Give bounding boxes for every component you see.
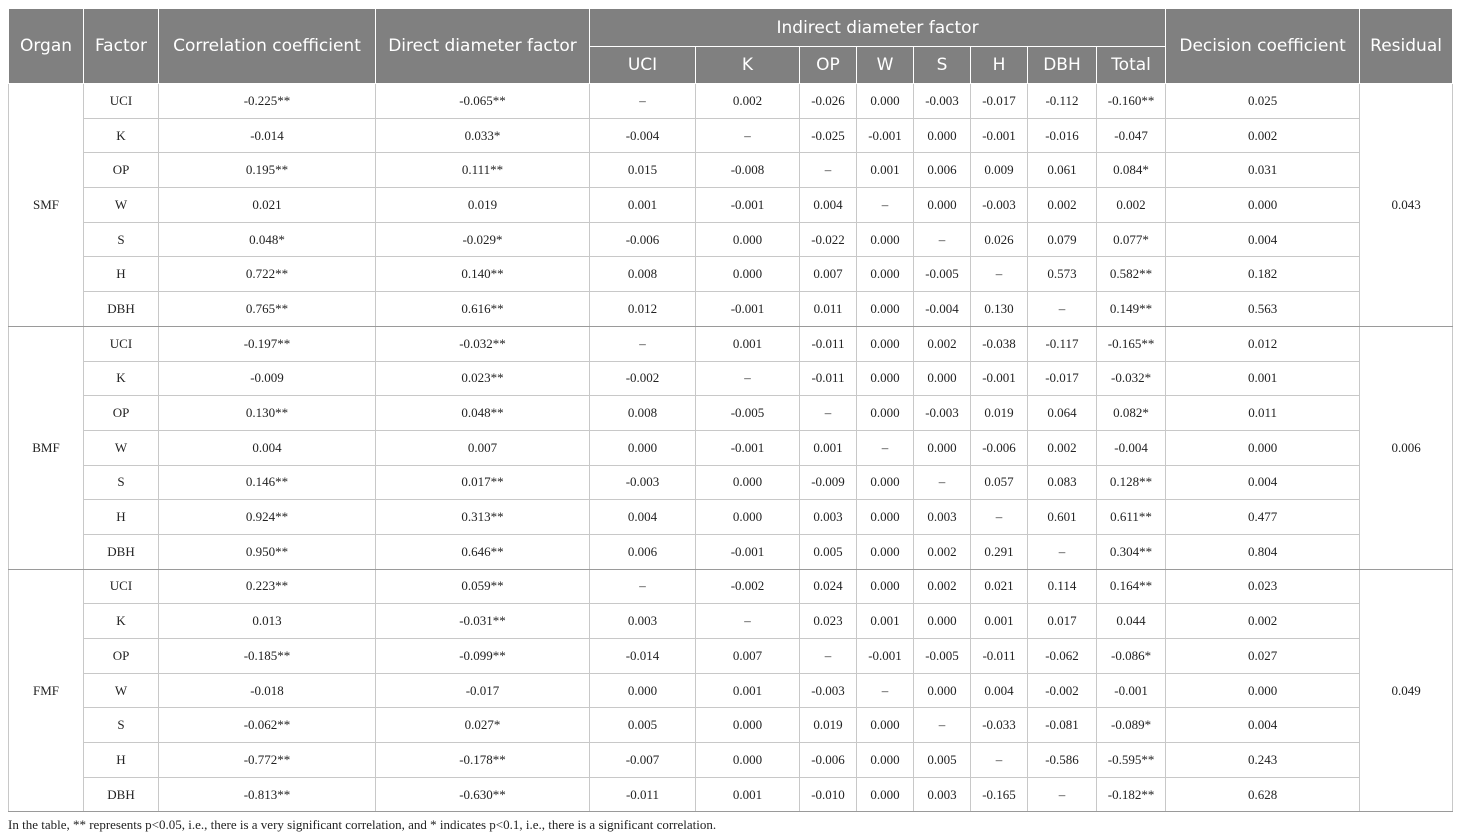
direct-cell: -0.099** [376, 639, 590, 674]
indirect-cell: 0.000 [914, 361, 971, 396]
indirect-cell: -0.033 [971, 708, 1028, 743]
factor-cell: OP [84, 396, 159, 431]
indirect-cell: – [857, 188, 914, 223]
indirect-cell: -0.165** [1097, 326, 1166, 361]
indirect-cell: – [971, 500, 1028, 535]
table-row [9, 534, 1453, 569]
correlation-cell: 0.722** [159, 257, 376, 292]
decision-cell: 0.000 [1166, 188, 1360, 223]
direct-cell: 0.111** [376, 153, 590, 188]
indirect-cell: -0.011 [971, 639, 1028, 674]
decision-cell: 0.804 [1166, 534, 1360, 569]
decision-cell: 0.025 [1166, 84, 1360, 119]
indirect-cell: 0.001 [971, 604, 1028, 639]
indirect-cell: 0.000 [857, 361, 914, 396]
indirect-cell: 0.000 [857, 500, 914, 535]
indirect-cell: 0.006 [590, 534, 696, 569]
indirect-cell: -0.001 [971, 361, 1028, 396]
indirect-cell: -0.011 [800, 326, 857, 361]
indirect-cell: 0.084* [1097, 153, 1166, 188]
header-indirect-w: W [857, 47, 914, 84]
factor-cell: OP [84, 153, 159, 188]
factor-cell: UCI [84, 326, 159, 361]
indirect-cell: 0.000 [857, 708, 914, 743]
indirect-cell: -0.017 [1028, 361, 1097, 396]
indirect-cell: – [1028, 292, 1097, 327]
indirect-cell: 0.601 [1028, 500, 1097, 535]
decision-cell: 0.027 [1166, 639, 1360, 674]
correlation-cell: 0.765** [159, 292, 376, 327]
factor-cell: K [84, 118, 159, 153]
direct-cell: 0.140** [376, 257, 590, 292]
organ-cell: FMF [9, 569, 84, 812]
table-row [9, 604, 1453, 639]
indirect-cell: 0.304** [1097, 534, 1166, 569]
direct-cell: 0.007 [376, 430, 590, 465]
decision-cell: 0.563 [1166, 292, 1360, 327]
header-indirect-op: OP [800, 47, 857, 84]
indirect-cell: 0.002 [1028, 188, 1097, 223]
table-row [9, 118, 1453, 153]
indirect-cell: -0.014 [590, 639, 696, 674]
indirect-cell: 0.002 [696, 84, 800, 119]
indirect-cell: 0.001 [696, 326, 800, 361]
indirect-cell: -0.001 [971, 118, 1028, 153]
indirect-cell: -0.004 [590, 118, 696, 153]
table-row [9, 84, 1453, 119]
indirect-cell: 0.000 [857, 569, 914, 604]
indirect-cell: 0.061 [1028, 153, 1097, 188]
table-row [9, 569, 1453, 604]
indirect-cell: 0.291 [971, 534, 1028, 569]
indirect-cell: -0.009 [800, 465, 857, 500]
factor-cell: OP [84, 639, 159, 674]
indirect-cell: 0.002 [914, 569, 971, 604]
decision-cell: 0.477 [1166, 500, 1360, 535]
indirect-cell: -0.002 [696, 569, 800, 604]
decision-cell: 0.002 [1166, 118, 1360, 153]
indirect-cell: 0.000 [914, 673, 971, 708]
indirect-cell: – [590, 569, 696, 604]
correlation-cell: -0.009 [159, 361, 376, 396]
indirect-cell: 0.114 [1028, 569, 1097, 604]
indirect-cell: 0.004 [590, 500, 696, 535]
indirect-cell: -0.011 [800, 361, 857, 396]
table-row [9, 292, 1453, 327]
indirect-cell: 0.128** [1097, 465, 1166, 500]
correlation-cell: 0.004 [159, 430, 376, 465]
indirect-cell: 0.003 [800, 500, 857, 535]
indirect-cell: 0.009 [971, 153, 1028, 188]
indirect-cell: 0.083 [1028, 465, 1097, 500]
indirect-cell: 0.003 [914, 500, 971, 535]
direct-cell: -0.178** [376, 743, 590, 778]
indirect-cell: 0.003 [590, 604, 696, 639]
table-row [9, 396, 1453, 431]
organ-cell: BMF [9, 326, 84, 569]
indirect-cell: 0.015 [590, 153, 696, 188]
indirect-cell: 0.001 [800, 430, 857, 465]
indirect-cell: -0.005 [914, 257, 971, 292]
indirect-cell: -0.001 [696, 430, 800, 465]
indirect-cell: 0.064 [1028, 396, 1097, 431]
indirect-cell: 0.000 [857, 292, 914, 327]
indirect-cell: 0.001 [857, 604, 914, 639]
indirect-cell: 0.077* [1097, 222, 1166, 257]
table-row [9, 708, 1453, 743]
decision-cell: 0.000 [1166, 673, 1360, 708]
indirect-cell: -0.004 [914, 292, 971, 327]
indirect-cell: -0.003 [590, 465, 696, 500]
decision-cell: 0.004 [1166, 708, 1360, 743]
indirect-cell: 0.000 [696, 743, 800, 778]
indirect-cell: 0.004 [971, 673, 1028, 708]
decision-cell: 0.012 [1166, 326, 1360, 361]
indirect-cell: 0.005 [800, 534, 857, 569]
table-row [9, 673, 1453, 708]
indirect-cell: 0.000 [590, 430, 696, 465]
indirect-cell: -0.003 [971, 188, 1028, 223]
indirect-cell: 0.005 [914, 743, 971, 778]
indirect-cell: -0.595** [1097, 743, 1166, 778]
direct-cell: -0.032** [376, 326, 590, 361]
indirect-cell: -0.006 [971, 430, 1028, 465]
indirect-cell: – [971, 743, 1028, 778]
indirect-cell: – [800, 639, 857, 674]
direct-cell: 0.023** [376, 361, 590, 396]
indirect-cell: -0.038 [971, 326, 1028, 361]
decision-cell: 0.004 [1166, 222, 1360, 257]
indirect-cell: 0.008 [590, 257, 696, 292]
header-indirect-s: S [914, 47, 971, 84]
decision-cell: 0.182 [1166, 257, 1360, 292]
path-analysis-table-container [8, 8, 1452, 812]
indirect-cell: 0.008 [590, 396, 696, 431]
decision-cell: 0.628 [1166, 777, 1360, 812]
correlation-cell: -0.225** [159, 84, 376, 119]
table-row [9, 326, 1453, 361]
decision-cell: 0.031 [1166, 153, 1360, 188]
indirect-cell: 0.001 [696, 673, 800, 708]
direct-cell: 0.019 [376, 188, 590, 223]
indirect-cell: -0.001 [857, 639, 914, 674]
indirect-cell: 0.000 [857, 534, 914, 569]
indirect-cell: 0.026 [971, 222, 1028, 257]
table-row [9, 743, 1453, 778]
indirect-cell: 0.002 [1028, 430, 1097, 465]
indirect-cell: -0.007 [590, 743, 696, 778]
indirect-cell: 0.002 [914, 534, 971, 569]
table-row [9, 465, 1453, 500]
header-direct-diameter-factor: Direct diameter factor [376, 9, 590, 84]
correlation-cell: -0.197** [159, 326, 376, 361]
direct-cell: 0.646** [376, 534, 590, 569]
factor-cell: K [84, 604, 159, 639]
indirect-cell: – [971, 257, 1028, 292]
indirect-cell: -0.001 [857, 118, 914, 153]
direct-cell: -0.065** [376, 84, 590, 119]
factor-cell: S [84, 465, 159, 500]
direct-cell: 0.017** [376, 465, 590, 500]
table-footnote: In the table, ** represents p<0.05, i.e., there is a very significant correlation, and * indicates p<0.1, i.e., there is a significant correlation. [8, 817, 717, 832]
indirect-cell: 0.004 [800, 188, 857, 223]
direct-cell: 0.048** [376, 396, 590, 431]
correlation-cell: 0.130** [159, 396, 376, 431]
indirect-cell: 0.021 [971, 569, 1028, 604]
indirect-cell: -0.025 [800, 118, 857, 153]
indirect-cell: -0.001 [696, 188, 800, 223]
indirect-cell: 0.164** [1097, 569, 1166, 604]
indirect-cell: 0.007 [800, 257, 857, 292]
factor-cell: DBH [84, 777, 159, 812]
indirect-cell: 0.000 [696, 708, 800, 743]
table-row [9, 222, 1453, 257]
indirect-cell: 0.005 [590, 708, 696, 743]
decision-cell: 0.023 [1166, 569, 1360, 604]
indirect-cell: -0.003 [914, 396, 971, 431]
indirect-cell: -0.165 [971, 777, 1028, 812]
direct-cell: 0.033* [376, 118, 590, 153]
direct-cell: -0.031** [376, 604, 590, 639]
indirect-cell: -0.022 [800, 222, 857, 257]
factor-cell: S [84, 222, 159, 257]
indirect-cell: – [857, 430, 914, 465]
correlation-cell: -0.062** [159, 708, 376, 743]
direct-cell: -0.029* [376, 222, 590, 257]
indirect-cell: 0.000 [590, 673, 696, 708]
indirect-cell: 0.000 [696, 500, 800, 535]
indirect-cell: – [800, 396, 857, 431]
indirect-cell: 0.002 [914, 326, 971, 361]
indirect-cell: -0.010 [800, 777, 857, 812]
factor-cell: W [84, 430, 159, 465]
indirect-cell: 0.082* [1097, 396, 1166, 431]
indirect-cell: -0.003 [914, 84, 971, 119]
correlation-cell: -0.018 [159, 673, 376, 708]
indirect-cell: -0.081 [1028, 708, 1097, 743]
indirect-cell: 0.000 [857, 257, 914, 292]
indirect-cell: – [914, 222, 971, 257]
indirect-cell: -0.182** [1097, 777, 1166, 812]
indirect-cell: -0.001 [696, 292, 800, 327]
indirect-cell: -0.004 [1097, 430, 1166, 465]
table-row [9, 500, 1453, 535]
direct-cell: -0.630** [376, 777, 590, 812]
header-indirect-k: K [696, 47, 800, 84]
direct-cell: 0.616** [376, 292, 590, 327]
decision-cell: 0.004 [1166, 465, 1360, 500]
indirect-cell: 0.000 [914, 430, 971, 465]
indirect-cell: 0.573 [1028, 257, 1097, 292]
indirect-cell: -0.086* [1097, 639, 1166, 674]
residual-cell: 0.006 [1360, 326, 1453, 569]
correlation-cell: 0.950** [159, 534, 376, 569]
indirect-cell: 0.000 [914, 118, 971, 153]
factor-cell: DBH [84, 534, 159, 569]
decision-cell: 0.002 [1166, 604, 1360, 639]
indirect-cell: -0.047 [1097, 118, 1166, 153]
indirect-cell: 0.017 [1028, 604, 1097, 639]
factor-cell: K [84, 361, 159, 396]
correlation-cell: -0.014 [159, 118, 376, 153]
indirect-cell: -0.008 [696, 153, 800, 188]
path-analysis-table [8, 8, 1453, 812]
correlation-cell: 0.013 [159, 604, 376, 639]
indirect-cell: 0.019 [971, 396, 1028, 431]
indirect-cell: 0.001 [857, 153, 914, 188]
indirect-cell: 0.019 [800, 708, 857, 743]
table-header [9, 9, 1453, 84]
header-indirect-h: H [971, 47, 1028, 84]
indirect-cell: 0.012 [590, 292, 696, 327]
indirect-cell: 0.000 [696, 257, 800, 292]
indirect-cell: – [800, 153, 857, 188]
indirect-cell: -0.017 [971, 84, 1028, 119]
indirect-cell: 0.002 [1097, 188, 1166, 223]
indirect-cell: 0.582** [1097, 257, 1166, 292]
header-correlation-coefficient: Correlation coefficient [159, 9, 376, 84]
indirect-cell: 0.000 [696, 222, 800, 257]
table-row [9, 153, 1453, 188]
factor-cell: UCI [84, 569, 159, 604]
indirect-cell: 0.003 [914, 777, 971, 812]
correlation-cell: -0.772** [159, 743, 376, 778]
indirect-cell: -0.002 [590, 361, 696, 396]
indirect-cell: – [1028, 534, 1097, 569]
indirect-cell: – [1028, 777, 1097, 812]
factor-cell: H [84, 257, 159, 292]
header-indirect-dbh: DBH [1028, 47, 1097, 84]
correlation-cell: 0.195** [159, 153, 376, 188]
header-factor: Factor [84, 9, 159, 84]
table-row [9, 777, 1453, 812]
indirect-cell: 0.000 [914, 188, 971, 223]
indirect-cell: – [696, 361, 800, 396]
header-residual: Residual [1360, 9, 1453, 84]
correlation-cell: 0.021 [159, 188, 376, 223]
indirect-cell: – [696, 604, 800, 639]
factor-cell: H [84, 500, 159, 535]
decision-cell: 0.000 [1166, 430, 1360, 465]
indirect-cell: -0.586 [1028, 743, 1097, 778]
indirect-cell: 0.000 [857, 222, 914, 257]
direct-cell: -0.017 [376, 673, 590, 708]
indirect-cell: -0.016 [1028, 118, 1097, 153]
indirect-cell: -0.006 [800, 743, 857, 778]
indirect-cell: -0.089* [1097, 708, 1166, 743]
indirect-cell: 0.079 [1028, 222, 1097, 257]
direct-cell: 0.313** [376, 500, 590, 535]
indirect-cell: -0.001 [696, 534, 800, 569]
indirect-cell: -0.001 [1097, 673, 1166, 708]
indirect-cell: 0.001 [696, 777, 800, 812]
indirect-cell: – [914, 708, 971, 743]
direct-cell: 0.059** [376, 569, 590, 604]
factor-cell: W [84, 188, 159, 223]
indirect-cell: -0.032* [1097, 361, 1166, 396]
direct-cell: 0.027* [376, 708, 590, 743]
indirect-cell: 0.024 [800, 569, 857, 604]
indirect-cell: 0.130 [971, 292, 1028, 327]
header-indirect-uci: UCI [590, 47, 696, 84]
correlation-cell: -0.185** [159, 639, 376, 674]
table-body [9, 84, 1453, 812]
indirect-cell: 0.000 [857, 743, 914, 778]
residual-cell: 0.049 [1360, 569, 1453, 812]
table-row [9, 639, 1453, 674]
indirect-cell: – [590, 84, 696, 119]
indirect-cell: 0.001 [590, 188, 696, 223]
indirect-cell: 0.011 [800, 292, 857, 327]
correlation-cell: 0.048* [159, 222, 376, 257]
indirect-cell: -0.160** [1097, 84, 1166, 119]
indirect-cell: 0.149** [1097, 292, 1166, 327]
indirect-cell: 0.000 [857, 777, 914, 812]
table-row [9, 188, 1453, 223]
organ-cell: SMF [9, 84, 84, 327]
correlation-cell: 0.223** [159, 569, 376, 604]
decision-cell: 0.243 [1166, 743, 1360, 778]
indirect-cell: – [590, 326, 696, 361]
indirect-cell: 0.007 [696, 639, 800, 674]
indirect-cell: 0.044 [1097, 604, 1166, 639]
factor-cell: W [84, 673, 159, 708]
header-indirect-diameter-factor: Indirect diameter factor [590, 9, 1166, 47]
correlation-cell: 0.924** [159, 500, 376, 535]
indirect-cell: -0.117 [1028, 326, 1097, 361]
correlation-cell: -0.813** [159, 777, 376, 812]
indirect-cell: 0.000 [857, 465, 914, 500]
indirect-cell: -0.112 [1028, 84, 1097, 119]
indirect-cell: 0.000 [696, 465, 800, 500]
indirect-cell: 0.006 [914, 153, 971, 188]
indirect-cell: -0.026 [800, 84, 857, 119]
indirect-cell: 0.611** [1097, 500, 1166, 535]
indirect-cell: 0.000 [857, 84, 914, 119]
indirect-cell: -0.005 [914, 639, 971, 674]
indirect-cell: 0.000 [857, 326, 914, 361]
factor-cell: UCI [84, 84, 159, 119]
indirect-cell: – [914, 465, 971, 500]
indirect-cell: -0.005 [696, 396, 800, 431]
indirect-cell: -0.002 [1028, 673, 1097, 708]
indirect-cell: -0.006 [590, 222, 696, 257]
indirect-cell: -0.003 [800, 673, 857, 708]
factor-cell: DBH [84, 292, 159, 327]
table-row [9, 430, 1453, 465]
table-row [9, 361, 1453, 396]
indirect-cell: 0.000 [914, 604, 971, 639]
header-decision-coefficient: Decision coefficient [1166, 9, 1360, 84]
indirect-cell: – [696, 118, 800, 153]
decision-cell: 0.011 [1166, 396, 1360, 431]
factor-cell: S [84, 708, 159, 743]
indirect-cell: -0.011 [590, 777, 696, 812]
header-organ: Organ [9, 9, 84, 84]
indirect-cell: 0.057 [971, 465, 1028, 500]
indirect-cell: 0.023 [800, 604, 857, 639]
decision-cell: 0.001 [1166, 361, 1360, 396]
header-indirect-total: Total [1097, 47, 1166, 84]
residual-cell: 0.043 [1360, 84, 1453, 327]
table-row [9, 257, 1453, 292]
indirect-cell: – [857, 673, 914, 708]
correlation-cell: 0.146** [159, 465, 376, 500]
factor-cell: H [84, 743, 159, 778]
indirect-cell: -0.062 [1028, 639, 1097, 674]
indirect-cell: 0.000 [857, 396, 914, 431]
